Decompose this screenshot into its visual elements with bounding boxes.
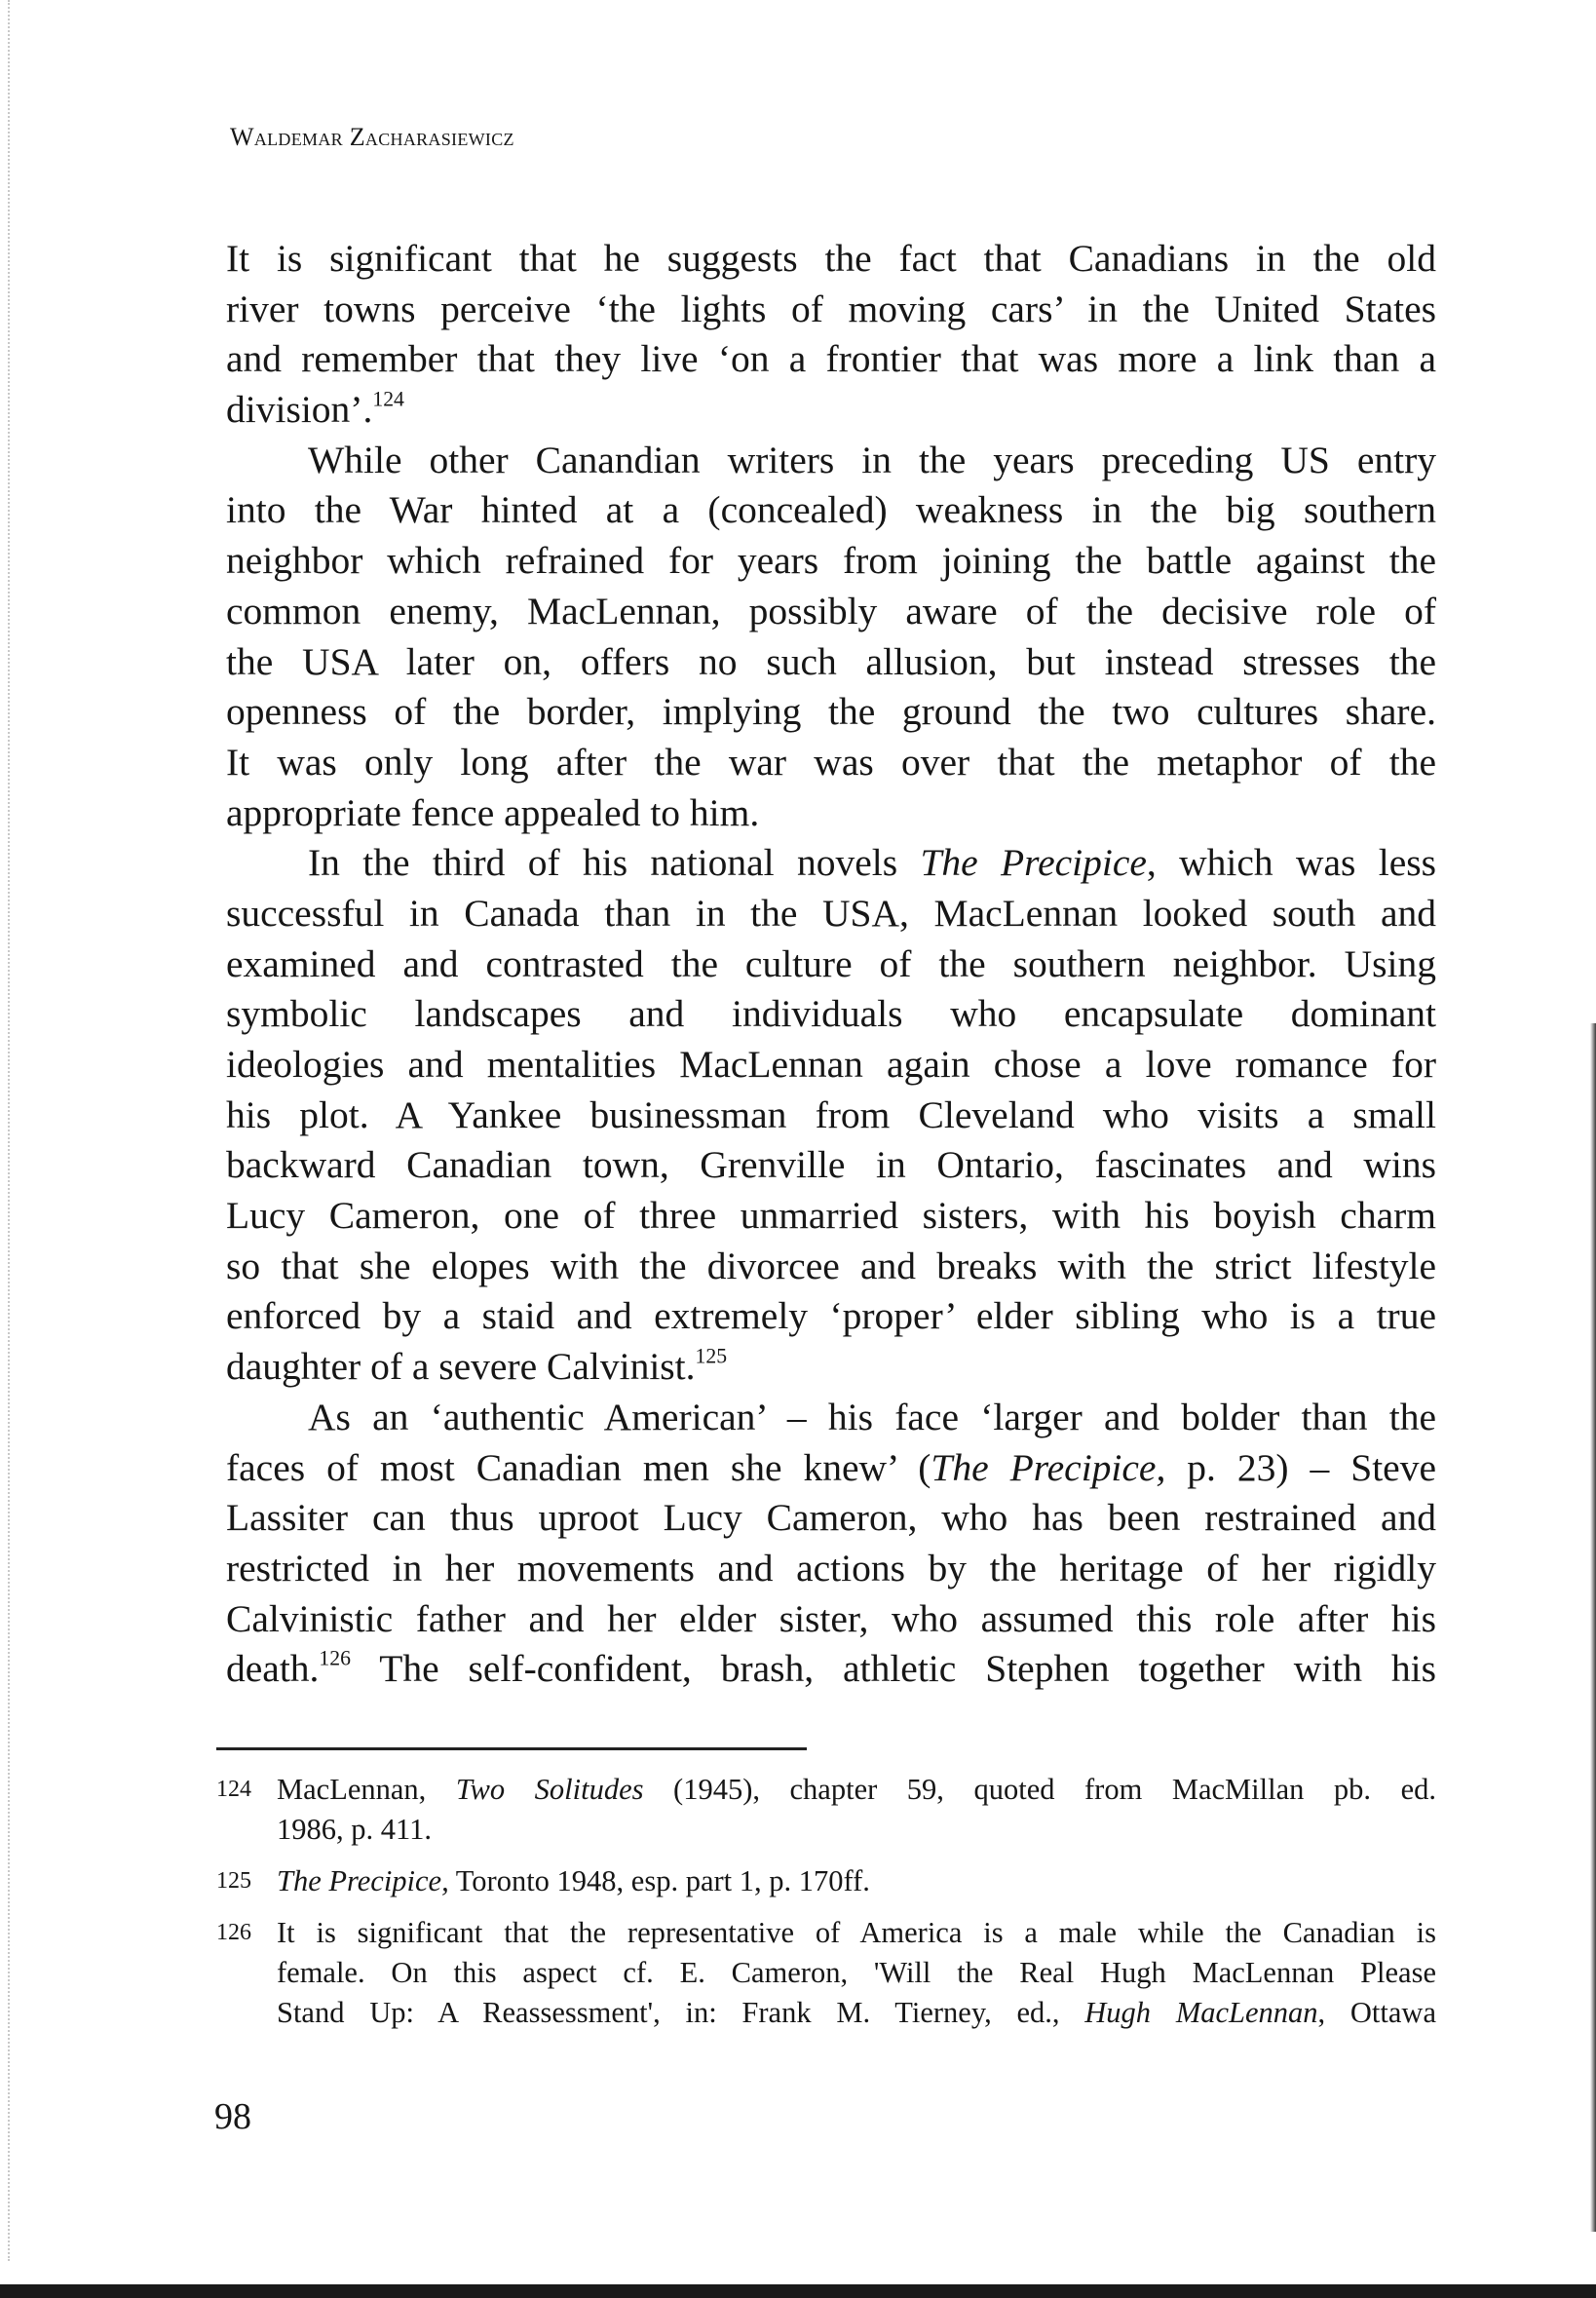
body-line	[226, 939, 1436, 990]
page-edge-right-shadow	[1590, 1023, 1596, 2232]
footnote-text: MacLennan,	[277, 1773, 456, 1806]
body-line-text: the USA later on, offers no such allusion, but instead stresses the	[226, 639, 1436, 683]
body-line	[226, 1091, 1436, 1141]
footnote-ref: 125	[695, 1344, 728, 1368]
body-line	[226, 536, 1436, 587]
body-line-text: examined and contrasted the culture of the southern neighbor. Using	[226, 941, 1436, 985]
footnote-number: 124	[216, 1777, 251, 1802]
body-line-text: Lucy Cameron, one of three unmarried sisters, with his boyish charm	[226, 1194, 1436, 1238]
body-line	[226, 1291, 1436, 1342]
footnote	[216, 1770, 1436, 1850]
footnote-line	[277, 1770, 1436, 1810]
page-edge-left	[8, 0, 10, 2261]
body-line	[226, 1493, 1436, 1544]
title-italic: The Precipice,	[931, 1445, 1166, 1489]
body-line-text: restricted in her movements and actions by the heritage of her rigidly	[226, 1546, 1436, 1589]
body-line-text: faces of most Canadian men she knew’ (	[226, 1445, 931, 1489]
body-line-text: so that she elopes with the divorcee and breaks with the strict lifestyle	[226, 1244, 1436, 1287]
page-number: 98	[214, 2096, 251, 2137]
footnote-line	[277, 1810, 1436, 1850]
body-line	[226, 1040, 1436, 1091]
body-line-text: into the War hinted at a (concealed) weakness in the big southern	[226, 488, 1436, 532]
body-line-text: division’.	[226, 388, 373, 432]
body-line	[226, 1140, 1436, 1191]
body-line	[226, 1544, 1436, 1594]
title-italic: The Precipice,	[277, 1864, 449, 1897]
body-line	[226, 285, 1436, 335]
title-italic: The Precipice	[920, 841, 1147, 885]
body-line-text: backward Canadian town, Grenville in Ontario, fascinates and wins	[226, 1143, 1436, 1187]
footnote-text: It is significant that the representative of America is a male while the Canadian is	[277, 1916, 1436, 1949]
title-italic: Hugh MacLennan	[1084, 1996, 1318, 2029]
footnote-text: (1945), chapter 59, quoted from MacMillan pb. ed.	[643, 1773, 1437, 1806]
body-line-text: Calvinistic father and her elder sister, who assumed this role after his	[226, 1596, 1436, 1640]
body-line-text: Lassiter can thus uproot Lucy Cameron, who has been restrained and	[226, 1496, 1436, 1540]
body-line-text: daughter of a severe Calvinist.	[226, 1345, 696, 1389]
body-line	[226, 989, 1436, 1040]
body-line	[226, 234, 1436, 285]
body-line-text: As an ‘authentic American’ – his face ‘larger and bolder than the	[308, 1395, 1436, 1438]
body-line	[226, 385, 1436, 436]
body-line	[226, 436, 1436, 486]
body-line-text: openness of the border, implying the ground the two cultures share.	[226, 690, 1436, 734]
footnote-text: female. On this aspect cf. E. Cameron, 'Will the Real Hugh MacLennan Please	[277, 1956, 1436, 1989]
footnote-ref: 124	[372, 387, 404, 411]
body-line-text: It is significant that he suggests the fact that Canadians in the old	[226, 237, 1436, 280]
body-line	[226, 1242, 1436, 1292]
body-line	[226, 1644, 1436, 1695]
body-line	[226, 838, 1436, 889]
body-line-text: successful in Canada than in the USA, MacLennan looked south and	[226, 891, 1436, 935]
body-line-text: river towns perceive ‘the lights of moving cars’ in the United States	[226, 287, 1436, 330]
body-line-text: The self-confident, brash, athletic Stephen together with his	[351, 1647, 1436, 1691]
page-edge-bottom-shadow	[0, 2284, 1596, 2298]
footnotes	[216, 1770, 1436, 2045]
body-line	[226, 1594, 1436, 1645]
body-line	[226, 334, 1436, 385]
body-line-text: While other Canandian writers in the years preceding US entry	[308, 438, 1436, 481]
body-line	[226, 1443, 1436, 1494]
footnote-rule	[216, 1747, 807, 1750]
body-line-text: ideologies and mentalities MacLennan again chose a love romance for	[226, 1043, 1436, 1086]
body-line	[226, 1191, 1436, 1242]
footnote-line	[277, 1953, 1436, 1993]
body-text	[226, 234, 1436, 1695]
body-line	[226, 687, 1436, 738]
body-line-text: and remember that they live ‘on a frontier that was more a link than a	[226, 337, 1436, 381]
body-line-text: common enemy, MacLennan, possibly aware of the decisive role of	[226, 589, 1436, 632]
footnote-line	[277, 1993, 1436, 2033]
body-line-text: In the third of his national novels	[308, 841, 921, 885]
body-line-text: appropriate fence appealed to him.	[226, 790, 760, 834]
footnote-text: 1986, p. 411.	[277, 1813, 432, 1846]
footnote-text: Toronto 1948, esp. part 1, p. 170ff.	[448, 1864, 870, 1897]
body-line	[226, 637, 1436, 688]
footnote-text: Stand Up: A Reassessment', in: Frank M. Tierney, ed.,	[277, 1996, 1085, 2029]
running-head: Waldemar Zacharasiewicz	[230, 123, 514, 151]
body-line-text: It was only long after the war was over that the metaphor of the	[226, 740, 1436, 784]
body-line-text: , which was less	[1146, 841, 1436, 885]
body-line	[226, 587, 1436, 637]
footnote-line	[277, 1913, 1436, 1953]
footnote-line	[277, 1861, 1436, 1901]
body-line-text: symbolic landscapes and individuals who encapsulate dominant	[226, 992, 1436, 1036]
footnote-number: 125	[216, 1868, 251, 1894]
body-line-text: death.	[226, 1647, 320, 1691]
body-line-text: his plot. A Yankee businessman from Cleveland who visits a small	[226, 1092, 1436, 1136]
footnote-number: 126	[216, 1920, 251, 1945]
body-line	[226, 1342, 1436, 1393]
body-line-text: enforced by a staid and extremely ‘proper’ elder sibling who is a true	[226, 1294, 1436, 1338]
body-line	[226, 485, 1436, 536]
body-line-text: neighbor which refrained for years from joining the battle against the	[226, 539, 1436, 583]
footnote	[216, 1913, 1436, 2033]
title-italic: Two Solitudes	[455, 1773, 644, 1806]
footnote	[216, 1861, 1436, 1901]
body-line-text: p. 23) – Steve	[1165, 1445, 1436, 1489]
body-line	[226, 738, 1436, 788]
footnote-ref: 126	[319, 1646, 351, 1670]
body-line	[226, 788, 1436, 839]
body-line	[226, 889, 1436, 939]
footnote-text: , Ottawa	[1317, 1996, 1436, 2029]
body-line	[226, 1393, 1436, 1443]
